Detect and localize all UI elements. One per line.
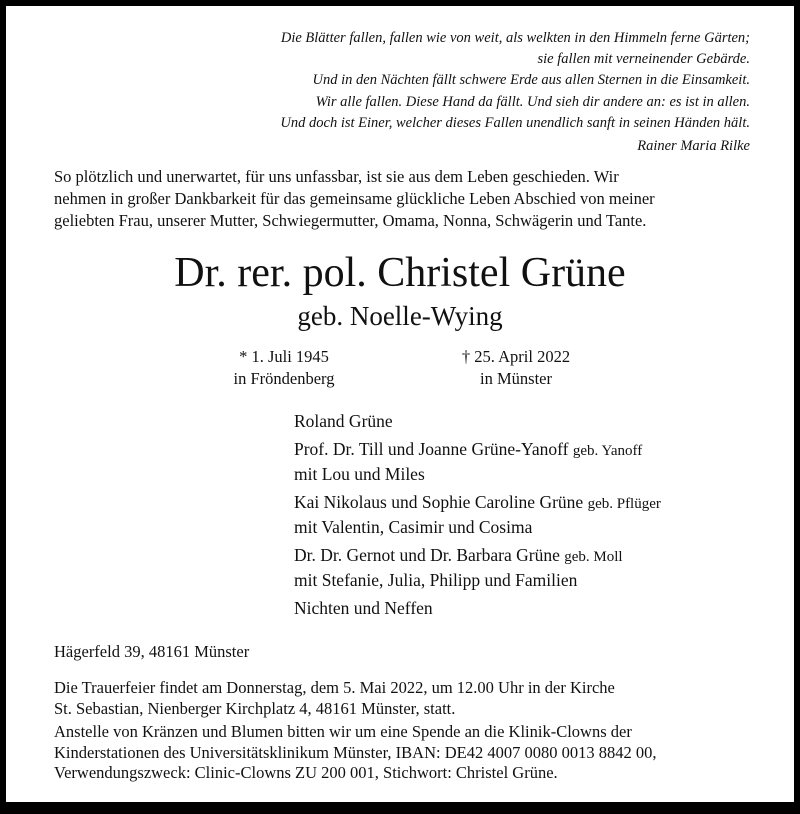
family-entry — [294, 544, 661, 592]
address: Hägerfeld 39, 48161 Münster — [54, 642, 250, 661]
family-names: Dr. Dr. Gernot und Dr. Barbara Grüne — [294, 545, 560, 565]
family-entry — [294, 410, 661, 433]
family-maiden-note: geb. Moll — [564, 549, 623, 565]
intro-text — [54, 166, 748, 232]
family-entry — [294, 597, 661, 620]
poem-line: Wir alle fallen. Diese Hand da fällt. Und sieh dir andere an: es ist in allen. — [315, 93, 750, 110]
family-children: mit Valentin, Casimir und Cosima — [294, 517, 533, 537]
birth-info — [201, 346, 367, 390]
family-maiden-note: geb. Yanoff — [572, 443, 643, 459]
death-date: † 25. April 2022 — [461, 347, 571, 366]
family-entry — [294, 491, 661, 539]
intro-line: geliebten Frau, unserer Mutter, Schwiegermutter, Omama, Nonna, Schwägerin und Tante. — [54, 211, 647, 230]
donation-line: Verwendungszweck: Clinic-Clowns ZU 200 001, Stichwort: Christel Grüne. — [54, 763, 558, 782]
birth-date: * 1. Juli 1945 — [239, 347, 329, 366]
family-names: Kai Nikolaus und Sophie Caroline Grüne — [294, 492, 584, 512]
ceremony-line: Die Trauerfeier findet am Donnerstag, dem 5. Mai 2022, um 12.00 Uhr in der Kirche — [54, 678, 615, 697]
donation-line: Anstelle von Kränzen und Blumen bitten wir um eine Spende an die Klinik-Clowns der — [54, 722, 632, 741]
donation-line: Kinderstationen des Universitätsklinikum Münster, IBAN: DE42 4007 0080 0013 8842 00, — [54, 742, 657, 762]
intro-line: nehmen in großer Dankbarkeit für das gemeinsame glückliche Leben Abschied von meiner — [54, 189, 655, 208]
death-place: in Münster — [480, 369, 552, 388]
family-entry — [294, 438, 661, 486]
family-list — [294, 410, 661, 625]
ceremony-line: St. Sebastian, Nienberger Kirchplatz 4, 48161 Münster, statt. — [54, 698, 456, 718]
maiden-name: geb. Noelle-Wying — [297, 301, 503, 331]
family-names: Roland Grüne — [294, 411, 393, 431]
birth-place: in Fröndenberg — [233, 369, 335, 388]
poem — [280, 28, 750, 157]
family-children: mit Lou und Miles — [294, 464, 425, 484]
deceased-name: Dr. rer. pol. Christel Grüne — [174, 250, 626, 296]
poem-author: Rainer Maria Rilke — [637, 138, 750, 155]
family-children: mit Stefanie, Julia, Philipp und Familien — [294, 570, 578, 590]
poem-line: Und in den Nächten fällt schwere Erde aus allen Sternen in die Einsamkeit. — [312, 72, 750, 89]
obituary-card — [6, 6, 794, 802]
intro-line: So plötzlich und unerwartet, für uns unfassbar, ist sie aus dem Leben geschieden. Wir — [54, 167, 619, 186]
family-names: Nichten und Neffen — [294, 598, 433, 618]
donation-info — [54, 722, 748, 784]
poem-line: sie fallen mit verneinender Gebärde. — [537, 51, 750, 68]
poem-line: Und doch ist Einer, welcher dieses Fallen unendlich sanft in seinen Händen hält. — [280, 114, 750, 131]
poem-line: Die Blätter fallen, fallen wie von weit, als welkten in den Himmeln ferne Gärten; — [280, 30, 750, 46]
family-maiden-note: geb. Pflüger — [587, 496, 661, 512]
ceremony-info — [54, 678, 748, 719]
death-info — [426, 346, 606, 390]
family-names: Prof. Dr. Till und Joanne Grüne-Yanoff — [294, 439, 569, 459]
